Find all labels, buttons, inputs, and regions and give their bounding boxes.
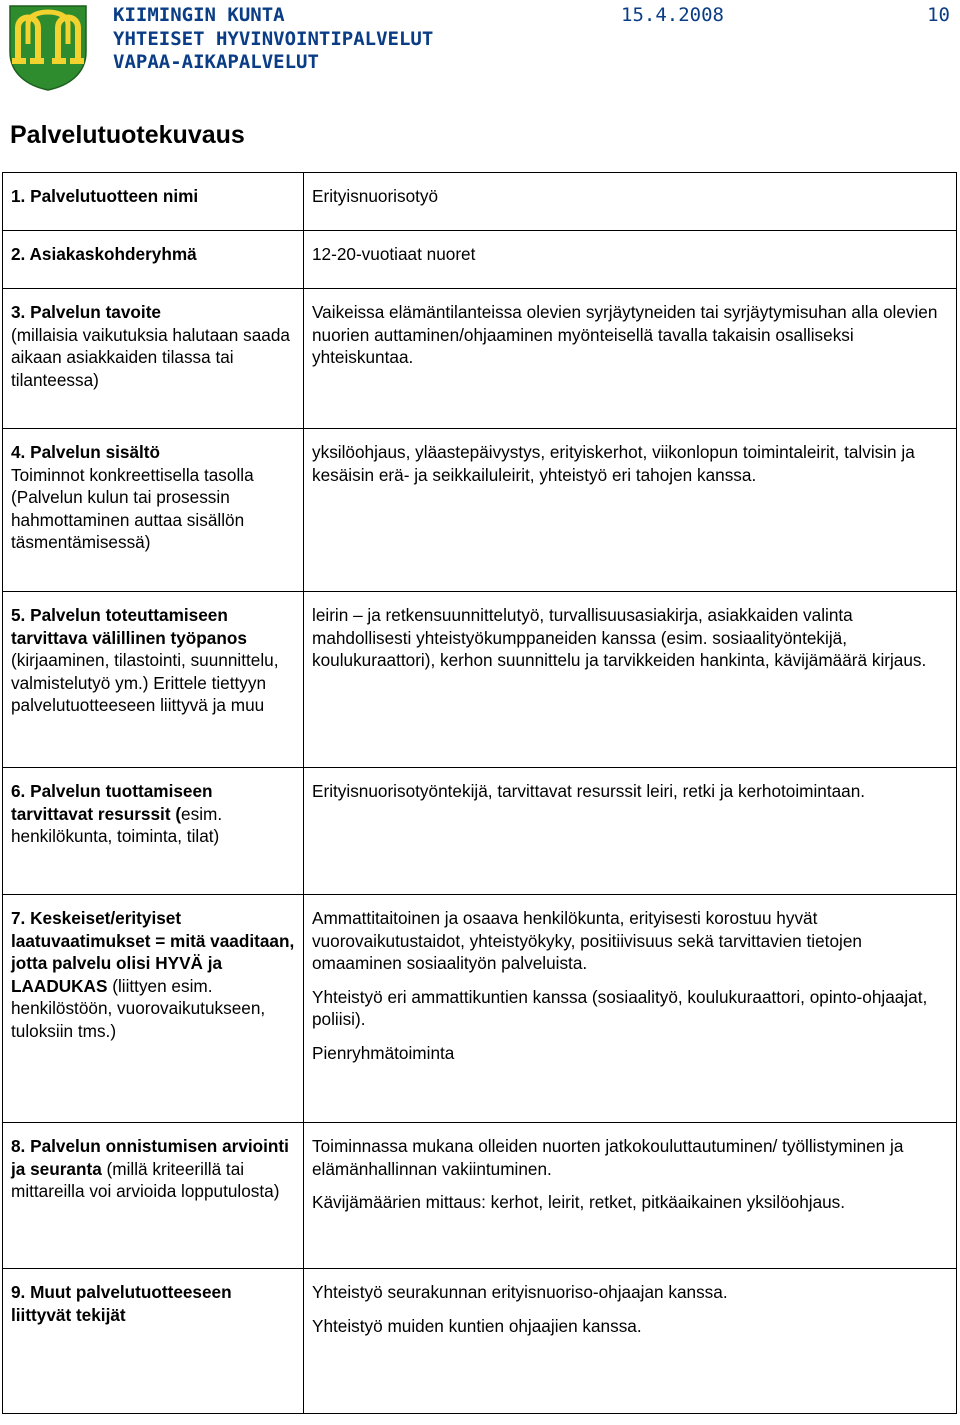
value-paragraph: Kävijämäärien mittaus: kerhot, leirit, retket, pitkäaikainen yksilöohjaus.	[312, 1192, 846, 1213]
row-label	[3, 429, 304, 592]
value-paragraph: Ammattitaitoinen ja osaava henkilökunta, erityisesti korostuu hyvät vuorovaikutustaidot, yhteistyökyky, positiivisuus sekä tarvittavien tietojen omaaminen sosiaalityön palveluista.	[312, 908, 862, 974]
row-value	[304, 1123, 957, 1269]
coat-of-arms-icon	[8, 4, 88, 92]
org-line-services: YHTEISET HYVINVOINTIPALVELUT	[113, 27, 434, 50]
row-value	[304, 592, 957, 768]
label-detail: Toiminnot konkreettisella tasolla (Palvelun kulun tai prosessin hahmottaminen auttaa sisällön täsmentämisessä)	[11, 464, 254, 553]
row-label	[3, 768, 304, 895]
table-row	[3, 895, 957, 1123]
label-bold: 6. Palvelun tuottamiseen tarvittavat resurssit (	[11, 781, 213, 824]
row-label	[3, 1123, 304, 1269]
value-paragraph: Yhteistyö eri ammattikuntien kanssa (sosiaalityö, koulukuraattori, opinto-ohjaajat, poliisi).	[312, 986, 928, 1030]
row-value	[304, 231, 957, 289]
table-row	[3, 768, 957, 895]
row-label	[3, 173, 304, 231]
value-paragraph: leirin – ja retkensuunnittelutyö, turvallisuusasiakirja, asiakkaiden valinta mahdollisesti yhteistyökumppaneiden kanssa (esim. sosiaalityöntekijä, koulukuraattori), kerhon suunnittelu ja tarvikkeiden hankinta, kävijämäärä kirjaus.	[312, 605, 927, 671]
row-label	[3, 231, 304, 289]
label-detail: (kirjaaminen, tilastointi, suunnittelu, valmistelutyö ym.) Erittele tiettyyn palvelutuotteeseen liittyvä ja muu	[11, 650, 279, 716]
row-label	[3, 1269, 304, 1414]
value-paragraph: Yhteistyö seurakunnan erityisnuoriso-ohjaajan kanssa.	[312, 1282, 728, 1302]
label-bold: 7. Keskeiset/erityiset laatuvaatimukset = mitä vaaditaan, jotta palvelu olisi HYVÄ ja LAADUKAS	[11, 908, 295, 996]
label-bold: 8. Palvelun onnistumisen arviointi ja seuranta	[11, 1136, 289, 1179]
document-date: 15.4.2008	[621, 4, 724, 26]
value-paragraph: yksilöohjaus, yläastepäivystys, erityiskerhot, viikonlopun toimintaleirit, talvisin ja kesäisin erä- ja seikkailuleirit, yhteistyö eri tahojen kanssa.	[312, 442, 915, 485]
org-line-department: VAPAA-AIKAPALVELUT	[113, 51, 319, 73]
table-row	[3, 231, 957, 289]
row-value	[304, 173, 957, 231]
value-paragraph: Erityisnuorisotyöntekijä, tarvittavat resurssit leiri, retki ja kerhotoimintaan.	[312, 781, 866, 801]
value-paragraph: Erityisnuorisotyö	[312, 186, 439, 206]
label-bold: 5. Palvelun toteuttamiseen tarvittava välillinen työpanos	[11, 605, 247, 648]
table-row	[3, 289, 957, 429]
label-detail: (millaisia vaikutuksia halutaan saada aikaan asiakkaiden tilassa tai tilanteessa)	[11, 324, 290, 390]
label-detail: (liittyen esim. henkilöstöön, vuorovaikutukseen, tuloksiin tms.)	[11, 975, 266, 1041]
table-row	[3, 429, 957, 592]
row-value	[304, 768, 957, 895]
service-description-table	[2, 172, 957, 1414]
row-value	[304, 289, 957, 429]
organization-name	[113, 4, 433, 75]
page-number: 10	[927, 4, 950, 26]
org-line-municipality: KIIMINGIN KUNTA	[113, 4, 285, 26]
row-label	[3, 592, 304, 768]
value-paragraph: Vaikeissa elämäntilanteissa olevien syrjäytyneiden tai syrjäytymisuhan alla olevien nuorien auttaminen/ohjaaminen myönteisellä tavalla takaisin osalliseksi yhteiskuntaa.	[312, 302, 938, 368]
table-row	[3, 1269, 957, 1414]
table-row	[3, 592, 957, 768]
label-detail: (millä kriteerillä tai mittareilla voi arvioida lopputulosta)	[11, 1158, 280, 1202]
page-title: Palvelutuotekuvaus	[10, 121, 245, 149]
label-bold: 1. Palvelutuotteen nimi	[11, 186, 199, 206]
table-row	[3, 173, 957, 231]
table-row	[3, 1123, 957, 1269]
label-bold: 2. Asiakaskohderyhmä	[11, 244, 197, 264]
label-bold: 9. Muut palvelutuotteeseen liittyvät tekijät	[11, 1282, 232, 1325]
document-header	[0, 0, 960, 95]
row-value	[304, 429, 957, 592]
row-value	[304, 1269, 957, 1414]
row-value	[304, 895, 957, 1123]
label-detail: esim. henkilökunta, toiminta, tilat)	[11, 803, 223, 847]
value-paragraph: Pienryhmätoiminta	[312, 1042, 455, 1063]
value-paragraph: Toiminnassa mukana olleiden nuorten jatkokouluttautuminen/ työllistyminen ja elämänhallinnan vakiintuminen.	[312, 1136, 904, 1179]
label-bold: 3. Palvelun tavoite	[11, 302, 161, 322]
value-paragraph: 12-20-vuotiaat nuoret	[312, 244, 476, 264]
row-label	[3, 895, 304, 1123]
value-paragraph: Yhteistyö muiden kuntien ohjaajien kanssa.	[312, 1315, 642, 1336]
row-label	[3, 289, 304, 429]
label-bold: 4. Palvelun sisältö	[11, 442, 161, 462]
